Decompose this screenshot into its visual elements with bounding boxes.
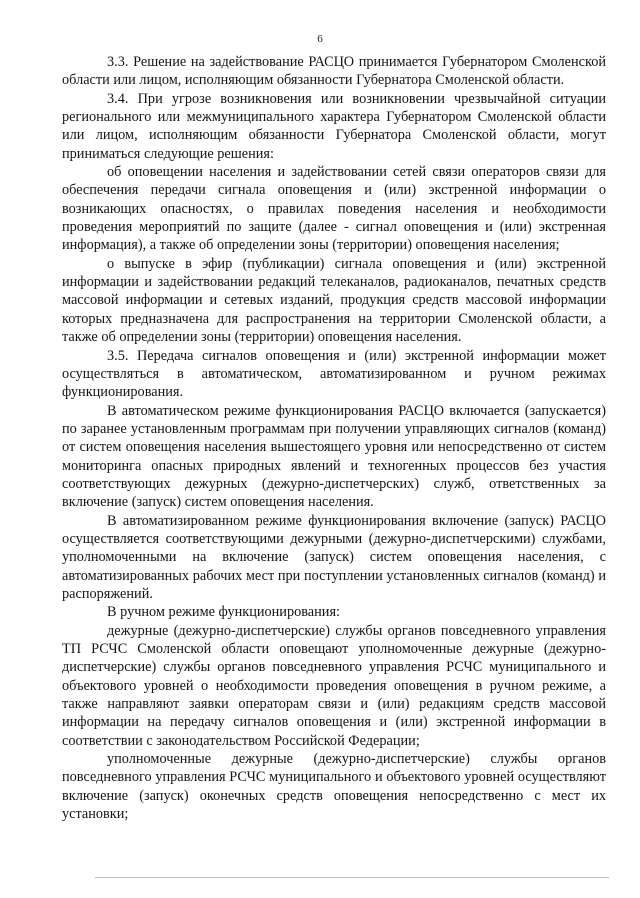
paragraph-decision-broadcast: о выпуске в эфир (публикации) сигнала оповещения и (или) экстренной информации и задействовании редакций телеканалов, радиоканалов, печатных средств массовой информации и сетевых изданий, продукция средств массовой информации которых предназначена для распространения на территории Смоленской области, а также об определении зоны (территории) оповещения населения. [62,255,606,346]
paragraph-automated-mode: В автоматизированном режиме функционирования включение (запуск) РАСЦО осуществляется соответствующими дежурными (дежурно-диспетчерскими) службами, уполномоченными на включение (запуск) систем оповещения населения, с автоматизированных рабочих мест при поступлении установленных сигналов (команд) и распоряжений. [62,512,606,602]
paragraph-decision-notification: об оповещении населения и задействовании сетей связи операторов связи для обеспечения передачи сигнала оповещения и (или) экстренной информации о возникающих опасностях, о правилах поведения населения и необходимости проведения мероприятий по защите (далее - сигнал оповещения и (или) экстренная информация), а также об определении зоны (территории) оповещения населения; [62,164,606,254]
paragraph-manual-mode-heading: В ручном режиме функционирования: [107,604,341,621]
paragraph-manual-mode-municipal: уполномоченные дежурные (дежурно-диспетчерские) службы органов повседневного управления РСЧС муниципального и объектового уровней осуществляют включение (запуск) оконечных средств оповещения непосредственно с мест их установки; [62,751,606,823]
document-body [62,53,606,823]
paragraph-3-3: 3.3. Решение на задействование РАСЦО принимается Губернатором Смоленской области или лицом, исполняющим обязанности Губернатора Смоленской области. [62,54,606,89]
paragraph-3-4: 3.4. При угрозе возникновения или возникновении чрезвычайной ситуации регионального или межмуниципального характера Губернатором Смоленской области или лицом, исполняющим обязанности Губернатора Смоленской области, могут приниматься следующие решения: [62,90,606,162]
paragraph-3-5: 3.5. Передача сигналов оповещения и (или) экстренной информации может осуществляться в автоматическом, автоматизированном и ручном режимах функционирования. [62,347,606,401]
paragraph-manual-mode-regional: дежурные (дежурно-диспетчерские) службы органов повседневного управления ТП РСЧС Смоленской области оповещают уполномоченные дежурные (дежурно-диспетчерские) службы органов повседневного управления РСЧС муниципального и объектового уровней о необходимости проведения оповещения в ручном режиме, а также направляют заявки операторам связи и (или) редакциям средств массовой информации на передачу сигналов оповещения и (или) экстренной информации в соответствии с законодательством Российской Федерации; [62,622,606,749]
page-bottom-rule [95,877,609,878]
page-number: 6 [317,33,323,45]
paragraph-automatic-mode: В автоматическом режиме функционирования РАСЦО включается (запускается) по заранее установленным программам при получении управляющих сигналов (команд) от систем оповещения населения вышестоящего уровня или непосредственно от систем мониторинга опасных природных явлений и техногенных процессов без участия соответствующих дежурных (дежурно-диспетчерских) служб, ответственных за включение (запуск) систем оповещения населения. [62,402,606,511]
